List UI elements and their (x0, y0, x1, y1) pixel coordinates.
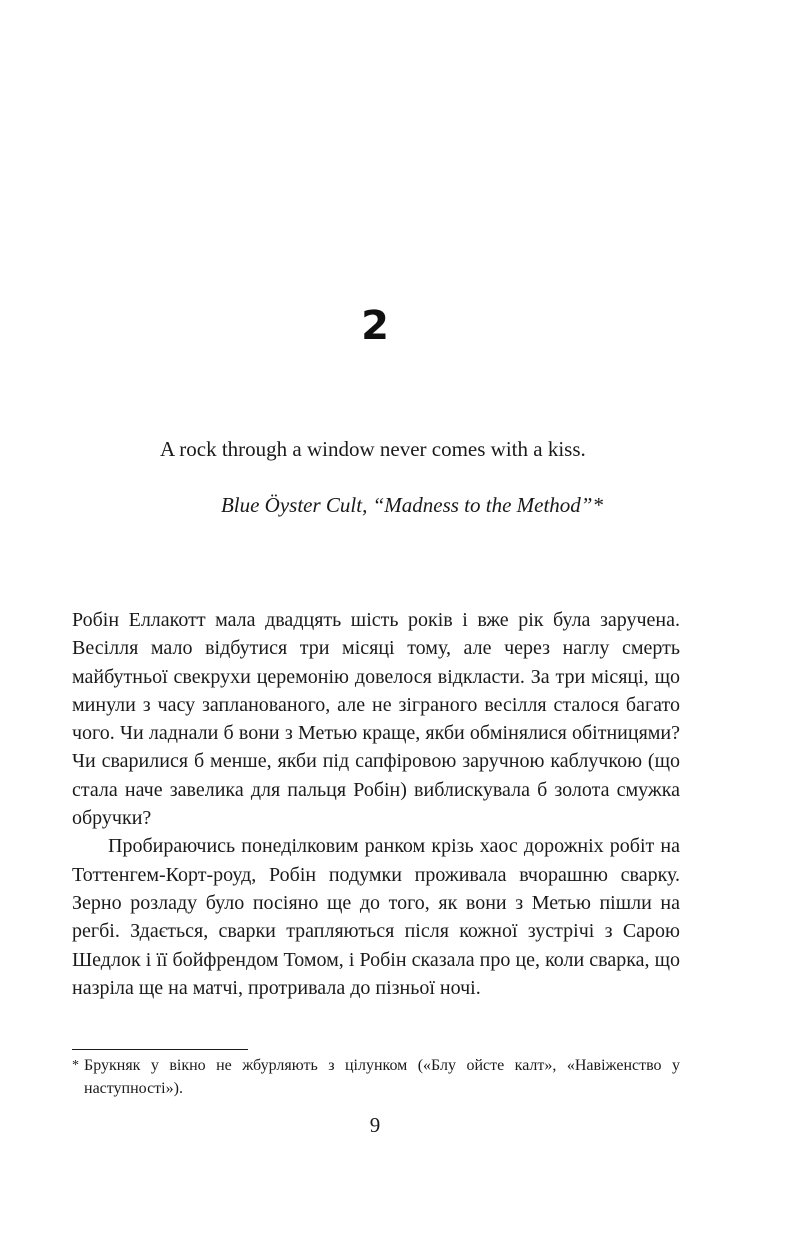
footnote-mark: * (72, 1058, 79, 1073)
body-paragraph: Робін Еллакотт мала двадцять шість років і вже рік була заручена. Весілля мало відбутися три місяці тому, але через наглу смерть майбутньої свекрухи церемонію довелося відкласти. За три місяці, що минули з часу запланованого, але не зіграного весілля сталося багато чого. Чи ладнали б вони з Метью краще, якби обмінялися обітницями? Чи сварилися б менше, якби під сапфіровою заручною каблучкою (що стала наче завелика для пальця Робін) виблискувала б золота смужка обручки? (72, 609, 680, 830)
footnote (72, 1054, 680, 1100)
footnote-divider (72, 1049, 248, 1050)
body-paragraph: Пробираючись понеділковим ранком крізь хаос дорожніх робіт на Тоттенгем-Корт-роуд, Робін подумки проживала вчорашню сварку. Зерно розладу було посіяно ще до того, як вони з Метью пішли на регбі. Здається, сварки трапляються після кожної зустрічі з Сарою Шедлок і її бойфрендом Томом, і Робін сказала про це, коли сварка, що назріла ще на матчі, протривала до пізньої ночі. (72, 835, 680, 999)
chapter-body (72, 606, 680, 1002)
footnote-text: Брукняк у вікно не жбурляють з цілунком («Блу ойсте калт», «Навіженство у наступності»). (84, 1057, 680, 1097)
epigraph-source: Blue Öyster Cult, “Madness to the Method”* (220, 493, 603, 517)
epigraph-quote: A rock through a window never comes with a kiss. (160, 437, 586, 461)
page-number: 9 (369, 1113, 381, 1137)
chapter-number: 2 (361, 303, 389, 349)
